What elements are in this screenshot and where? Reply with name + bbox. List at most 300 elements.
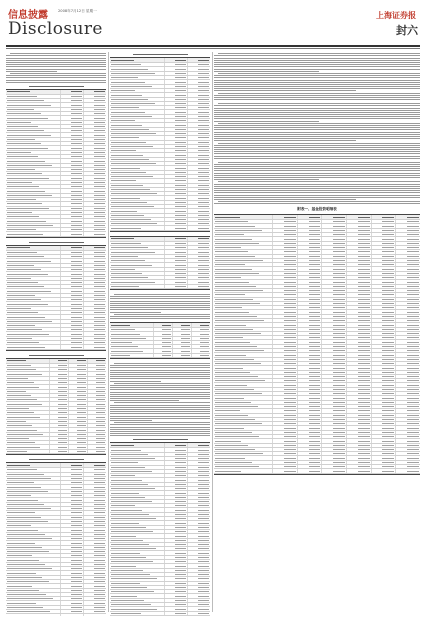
cell-text	[58, 425, 67, 426]
cell-text	[284, 221, 296, 222]
cell-text	[198, 604, 209, 605]
cell-text	[7, 482, 34, 483]
cell-text	[309, 458, 321, 459]
table-cell	[6, 328, 61, 331]
table-cell	[6, 445, 50, 448]
cell-text	[407, 445, 419, 446]
cell-text	[94, 165, 105, 166]
cell-text	[198, 596, 209, 597]
table-cell	[84, 246, 106, 250]
cell-text	[407, 432, 419, 433]
table-cell	[322, 293, 347, 296]
cell-text	[175, 219, 186, 220]
table-cell	[110, 345, 154, 348]
table-cell	[273, 448, 298, 451]
table-cell	[298, 452, 323, 455]
cell-text	[7, 421, 26, 422]
cell-text	[71, 299, 82, 300]
table-cell	[188, 448, 210, 451]
table-cell	[61, 133, 84, 136]
cell-text	[309, 294, 321, 295]
cell-text	[94, 577, 105, 578]
table-cell	[61, 537, 84, 540]
table-cell	[6, 164, 61, 167]
table-cell	[322, 349, 347, 352]
cell-text	[58, 447, 67, 448]
table-cell	[372, 371, 397, 374]
cell-text	[58, 378, 67, 379]
cell-text	[407, 410, 419, 411]
table-cell	[165, 149, 188, 152]
cell-text	[198, 256, 209, 257]
cell-text	[215, 436, 259, 437]
cell-text	[284, 410, 296, 411]
table-cell	[110, 218, 165, 221]
table-cell	[214, 448, 273, 451]
table-cell	[396, 435, 420, 438]
table-cell	[84, 181, 106, 184]
table-cell	[61, 337, 84, 340]
cell-text	[94, 105, 105, 106]
table-cell	[165, 136, 188, 139]
cell-text	[94, 478, 105, 479]
cell-text	[71, 113, 82, 114]
cell-text	[407, 290, 419, 291]
cell-text	[175, 125, 186, 126]
table-cell	[84, 341, 106, 344]
cell-text	[94, 586, 105, 587]
cell-text	[7, 543, 35, 544]
cell-text	[71, 208, 82, 209]
cell-text	[309, 264, 321, 265]
cell-text	[284, 393, 296, 394]
table-cell	[84, 133, 106, 136]
text-line	[6, 60, 106, 61]
cell-text	[94, 598, 105, 599]
table-cell	[6, 398, 50, 401]
text-line	[214, 110, 420, 111]
table-cell	[165, 80, 188, 83]
table-cell	[372, 362, 397, 365]
cell-text	[309, 234, 321, 235]
table-cell	[69, 368, 88, 371]
table-cell	[88, 407, 106, 410]
cell-text	[215, 269, 252, 270]
table-cell	[188, 466, 210, 469]
cell-text	[198, 587, 209, 588]
table-cell	[347, 371, 372, 374]
cell-text	[94, 295, 105, 296]
cell-text	[198, 176, 209, 177]
data-table	[214, 214, 420, 475]
cell-text	[7, 113, 41, 114]
cell-text	[58, 417, 67, 418]
table-cell	[214, 259, 273, 262]
cell-text	[77, 382, 86, 383]
cell-text	[309, 462, 321, 463]
cell-text	[71, 182, 82, 183]
table-cell	[188, 470, 210, 473]
cell-text	[215, 471, 241, 472]
cell-text	[71, 274, 82, 275]
table-cell	[214, 392, 273, 395]
cell-text	[94, 525, 105, 526]
cell-text	[198, 544, 209, 545]
text-line	[218, 73, 420, 74]
table-cell	[322, 224, 347, 227]
table-cell	[84, 194, 106, 197]
table-cell	[298, 422, 323, 425]
table-cell	[298, 259, 323, 262]
cell-text	[7, 247, 30, 248]
cell-text	[284, 436, 296, 437]
cell-text	[96, 412, 105, 413]
cell-text	[198, 155, 209, 156]
table-cell	[347, 285, 372, 288]
table-cell	[273, 383, 298, 386]
cell-text	[382, 402, 394, 403]
table-cell	[322, 237, 347, 240]
table-cell	[396, 396, 420, 399]
cell-text	[407, 372, 419, 373]
cell-text	[407, 260, 419, 261]
table-cell	[322, 250, 347, 253]
cell-text	[284, 363, 296, 364]
table-cell	[110, 590, 165, 593]
table-cell	[322, 439, 347, 442]
cell-text	[215, 260, 263, 261]
table-cell	[165, 280, 188, 283]
cell-text	[111, 260, 145, 261]
cell-text	[77, 378, 86, 379]
table-cell	[50, 385, 69, 388]
cell-text	[198, 150, 209, 151]
table-cell	[69, 445, 88, 448]
table-cell	[6, 345, 61, 348]
table-cell	[372, 215, 397, 219]
table-cell	[372, 465, 397, 468]
cell-text	[94, 607, 105, 608]
table-cell	[110, 556, 165, 559]
table-cell	[298, 302, 323, 305]
table-cell	[188, 607, 210, 610]
cell-text	[96, 399, 105, 400]
table-cell	[188, 226, 210, 229]
cell-text	[7, 365, 31, 366]
table-cell	[165, 508, 188, 511]
table-cell	[188, 478, 210, 481]
cell-text	[382, 282, 394, 283]
table-row	[110, 354, 210, 358]
cell-text	[198, 462, 209, 463]
table-cell	[61, 490, 84, 493]
table-cell	[372, 280, 397, 283]
table-cell	[214, 233, 273, 236]
cell-text	[94, 517, 105, 518]
table-cell	[165, 478, 188, 481]
table-cell	[84, 307, 106, 310]
cell-text	[358, 217, 370, 218]
table-cell	[372, 306, 397, 309]
table-cell	[50, 390, 69, 393]
cell-text	[94, 590, 105, 591]
cell-text	[111, 120, 135, 121]
table-cell	[84, 328, 106, 331]
table-cell	[61, 311, 84, 314]
cell-text	[358, 380, 370, 381]
cell-text	[111, 334, 140, 335]
text-line	[110, 411, 210, 412]
cell-text	[7, 208, 49, 209]
cell-text	[215, 423, 262, 424]
table-cell	[6, 224, 61, 227]
cell-text	[175, 510, 186, 511]
table-cell	[298, 328, 323, 331]
table-cell	[273, 358, 298, 361]
table-cell	[396, 461, 420, 464]
table-cell	[188, 530, 210, 533]
table-cell	[322, 366, 347, 369]
table-cell	[165, 443, 188, 447]
table-cell	[347, 250, 372, 253]
cell-text	[175, 265, 186, 266]
cell-text	[200, 355, 209, 356]
table-cell	[298, 362, 323, 365]
cell-text	[358, 453, 370, 454]
table-cell	[214, 388, 273, 391]
table-cell	[214, 362, 273, 365]
table-cell	[84, 541, 106, 544]
cell-text	[111, 273, 142, 274]
table-cell	[347, 328, 372, 331]
table-cell	[372, 388, 397, 391]
cell-text	[175, 185, 186, 186]
table-row	[6, 450, 106, 454]
cell-text	[358, 320, 370, 321]
text-line	[110, 429, 210, 430]
table-cell	[61, 151, 84, 154]
cell-text	[309, 329, 321, 330]
table-cell	[298, 246, 323, 249]
table-cell	[165, 205, 188, 208]
cell-text	[71, 474, 82, 475]
cell-text	[77, 447, 86, 448]
cell-text	[215, 346, 257, 347]
table-cell	[372, 439, 397, 442]
cell-text	[382, 458, 394, 459]
table-cell	[188, 196, 210, 199]
table-cell	[50, 437, 69, 440]
table-cell	[84, 255, 106, 258]
table-cell	[84, 576, 106, 579]
table-cell	[6, 302, 61, 305]
cell-text	[175, 493, 186, 494]
table-cell	[347, 431, 372, 434]
cell-text	[333, 389, 345, 390]
table-cell	[6, 185, 61, 188]
cell-text	[215, 445, 248, 446]
cell-text	[284, 441, 296, 442]
cell-text	[407, 256, 419, 257]
cell-text	[198, 454, 209, 455]
cell-text	[7, 360, 26, 361]
cell-text	[111, 497, 145, 498]
cell-text	[382, 307, 394, 308]
cell-text	[200, 329, 209, 330]
table-cell	[372, 444, 397, 447]
table-cell	[188, 162, 210, 165]
table-cell	[396, 272, 420, 275]
table-cell	[214, 358, 273, 361]
cell-text	[215, 230, 262, 231]
table-title-text	[133, 54, 188, 55]
cell-text	[7, 143, 41, 144]
table-cell	[322, 310, 347, 313]
table-cell	[396, 285, 420, 288]
cell-text	[7, 395, 31, 396]
cell-text	[309, 363, 321, 364]
cell-text	[309, 312, 321, 313]
table-cell	[6, 511, 61, 514]
table-cell	[61, 584, 84, 587]
table-cell	[298, 319, 323, 322]
table-cell	[188, 539, 210, 542]
cell-text	[58, 391, 67, 392]
cell-text	[111, 238, 134, 239]
cell-text	[7, 538, 52, 539]
table-cell	[188, 153, 210, 156]
cell-text	[198, 193, 209, 194]
table-cell	[6, 189, 61, 192]
cell-text	[333, 312, 345, 313]
table-cell	[192, 323, 210, 327]
cell-text	[175, 99, 186, 100]
table-cell	[192, 345, 210, 348]
cell-text	[309, 410, 321, 411]
table-cell	[322, 465, 347, 468]
cell-text	[96, 447, 105, 448]
cell-text	[175, 73, 186, 74]
cell-text	[198, 172, 209, 173]
table-cell	[61, 138, 84, 141]
table-cell	[88, 390, 106, 393]
table-cell	[61, 528, 84, 531]
cell-text	[71, 534, 82, 535]
table-cell	[61, 142, 84, 145]
cell-text	[71, 135, 82, 136]
cell-text	[198, 247, 209, 248]
cell-text	[94, 321, 105, 322]
table-cell	[298, 469, 323, 472]
cell-text	[94, 573, 105, 574]
table-cell	[6, 498, 61, 501]
cell-text	[71, 195, 82, 196]
cell-text	[215, 312, 249, 313]
table-cell	[165, 491, 188, 494]
cell-text	[58, 382, 67, 383]
cell-text	[94, 91, 105, 92]
cell-text	[215, 234, 244, 235]
table-cell	[273, 306, 298, 309]
table-cell	[84, 546, 106, 549]
table-cell	[165, 246, 188, 249]
text-line	[214, 192, 420, 193]
cell-text	[284, 230, 296, 231]
table-cell	[298, 306, 323, 309]
cell-text	[175, 198, 186, 199]
table-cell	[110, 272, 165, 275]
table-cell	[6, 481, 61, 484]
cell-text	[309, 290, 321, 291]
text-line	[110, 316, 210, 317]
cell-text	[111, 493, 139, 494]
table-cell	[214, 426, 273, 429]
table-cell	[298, 396, 323, 399]
cell-text	[94, 156, 105, 157]
table-cell	[188, 508, 210, 511]
cell-text	[96, 442, 105, 443]
cell-text	[358, 428, 370, 429]
table-cell	[88, 394, 106, 397]
cell-text	[94, 347, 105, 348]
cell-text	[94, 555, 105, 556]
cell-text	[382, 449, 394, 450]
table-cell	[347, 267, 372, 270]
table-cell	[188, 569, 210, 572]
table-cell	[110, 603, 165, 606]
cell-text	[77, 421, 86, 422]
table-cell	[110, 448, 165, 451]
table-cell	[298, 215, 323, 219]
table-cell	[88, 364, 106, 367]
cell-text	[71, 334, 82, 335]
table-cell	[6, 385, 50, 388]
cell-text	[71, 465, 82, 466]
table-cell	[6, 228, 61, 231]
cell-text	[382, 337, 394, 338]
table-cell	[188, 526, 210, 529]
table-cell	[84, 228, 106, 231]
text-line	[214, 173, 420, 174]
cell-text	[309, 355, 321, 356]
cell-text	[309, 402, 321, 403]
cell-text	[7, 234, 43, 235]
table-cell	[322, 229, 347, 232]
cell-text	[7, 564, 45, 565]
cell-text	[175, 613, 186, 614]
text-line	[110, 413, 210, 414]
table-cell	[188, 543, 210, 546]
table-cell	[273, 250, 298, 253]
table-cell	[298, 293, 323, 296]
cell-text	[7, 603, 36, 604]
cell-text	[7, 161, 45, 162]
cell-text	[198, 277, 209, 278]
table-cell	[347, 319, 372, 322]
table-cell	[165, 268, 188, 271]
cell-text	[407, 398, 419, 399]
table-cell	[110, 72, 165, 75]
cell-text	[407, 329, 419, 330]
cell-text	[284, 294, 296, 295]
table-cell	[273, 315, 298, 318]
table-cell	[273, 229, 298, 232]
table-cell	[6, 563, 61, 566]
cell-text	[175, 523, 186, 524]
text-line	[214, 156, 420, 157]
cell-text	[111, 467, 145, 468]
cell-text	[333, 441, 345, 442]
